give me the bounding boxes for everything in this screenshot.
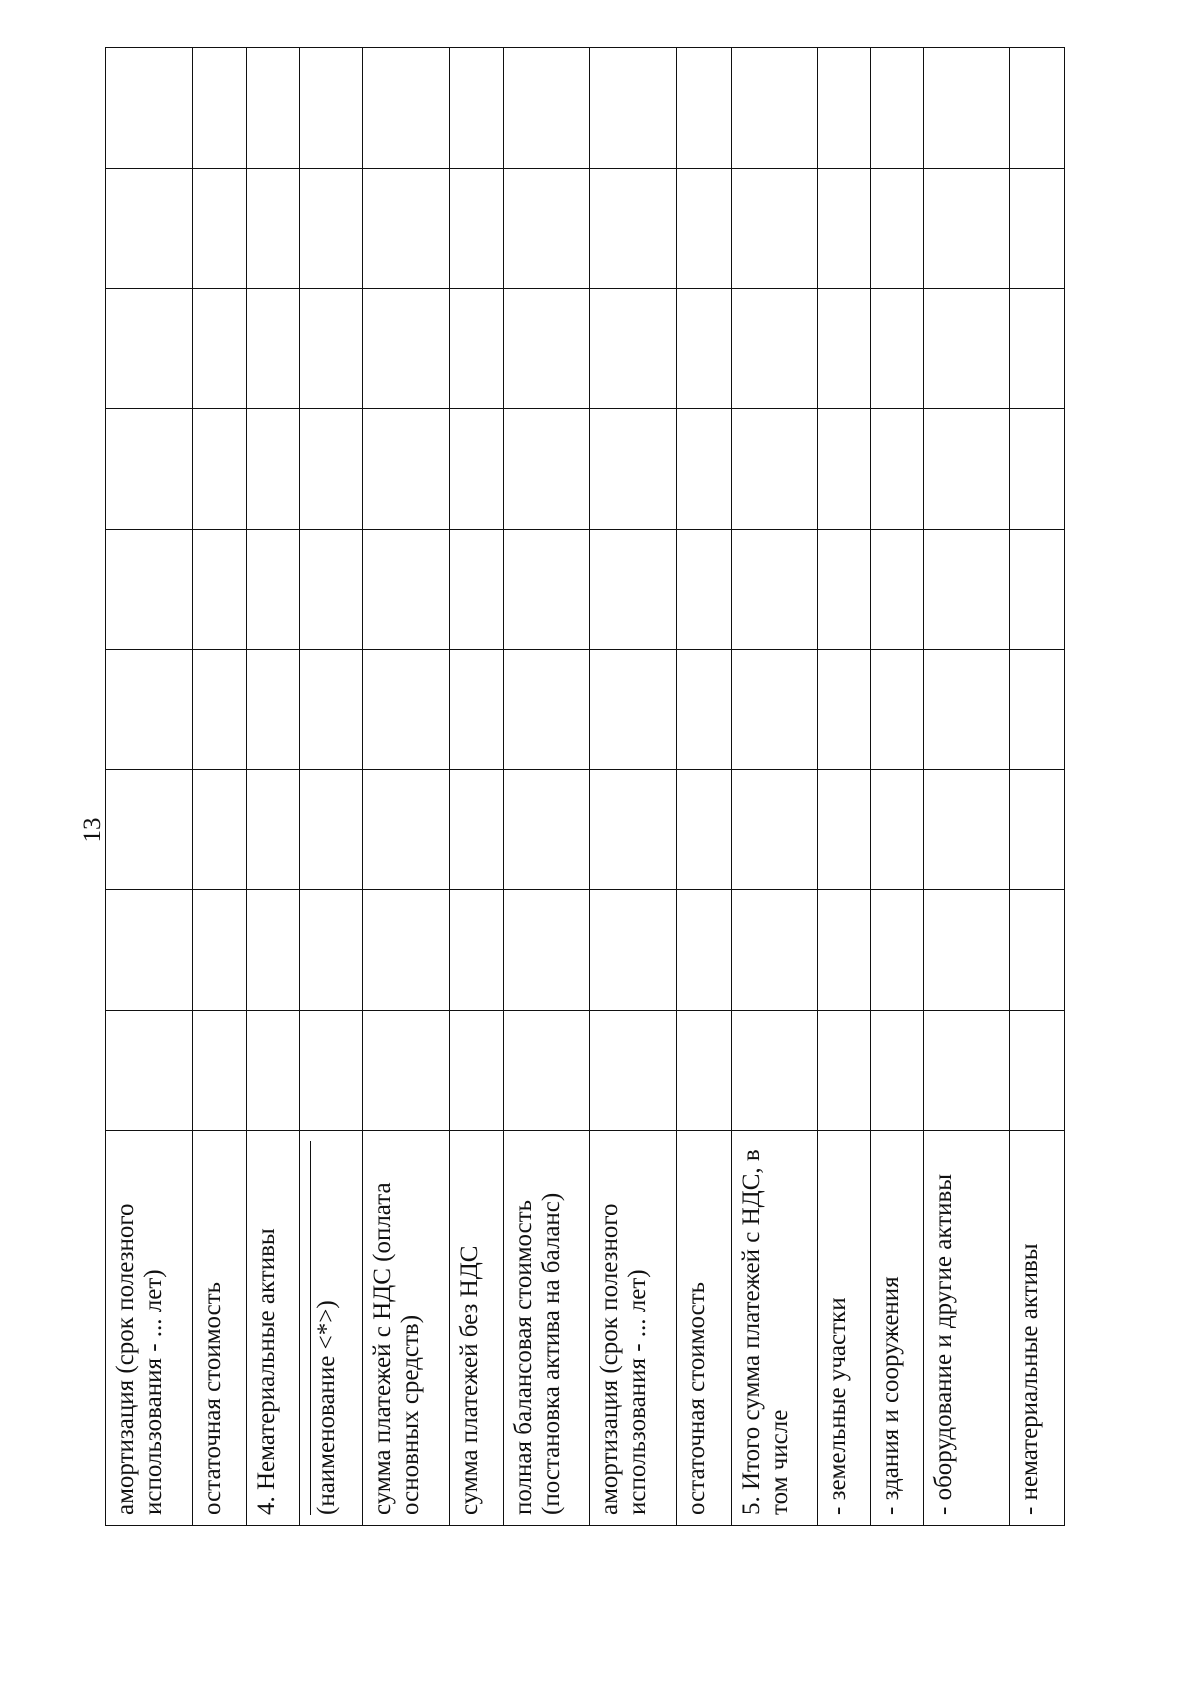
empty-value-cell[interactable]: [449, 770, 503, 890]
row-label: сумма платежей с НДС (оплата основных средств): [369, 1182, 425, 1515]
empty-value-cell[interactable]: [1010, 288, 1065, 408]
table-row: [676, 48, 731, 1526]
empty-value-cell[interactable]: [870, 890, 923, 1010]
table-row: [106, 48, 193, 1526]
empty-value-cell[interactable]: [923, 288, 1010, 408]
empty-value-cell[interactable]: [676, 890, 731, 1010]
empty-value-cell[interactable]: [676, 288, 731, 408]
row-label-cell: [192, 1131, 247, 1526]
empty-value-cell[interactable]: [106, 1010, 193, 1130]
empty-value-cell[interactable]: [870, 409, 923, 529]
empty-value-cell[interactable]: [1010, 48, 1065, 168]
row-label-cell: [1010, 1131, 1065, 1526]
empty-value-cell[interactable]: [818, 649, 871, 769]
empty-value-cell[interactable]: [590, 168, 677, 288]
empty-value-cell[interactable]: [363, 409, 450, 529]
empty-value-cell[interactable]: [590, 649, 677, 769]
table-row: [449, 48, 503, 1526]
empty-value-cell[interactable]: [300, 770, 363, 890]
empty-value-cell[interactable]: [247, 649, 300, 769]
empty-value-cell[interactable]: [590, 770, 677, 890]
empty-value-cell[interactable]: [449, 409, 503, 529]
empty-value-cell[interactable]: [676, 770, 731, 890]
empty-value-cell[interactable]: [247, 409, 300, 529]
empty-value-cell[interactable]: [676, 48, 731, 168]
table-row: [923, 48, 1010, 1526]
empty-value-cell[interactable]: [503, 649, 590, 769]
empty-value-cell[interactable]: [192, 529, 247, 649]
empty-value-cell[interactable]: [247, 1010, 300, 1130]
table-row: [590, 48, 677, 1526]
empty-value-cell[interactable]: [870, 1010, 923, 1130]
empty-value-cell[interactable]: [870, 770, 923, 890]
empty-value-cell[interactable]: [106, 770, 193, 890]
table-row: [1010, 48, 1065, 1526]
empty-value-cell[interactable]: [192, 48, 247, 168]
form-table: [105, 47, 1065, 1526]
empty-value-cell[interactable]: [923, 770, 1010, 890]
empty-value-cell[interactable]: [818, 409, 871, 529]
empty-value-cell[interactable]: [923, 409, 1010, 529]
empty-value-cell[interactable]: [247, 529, 300, 649]
empty-value-cell[interactable]: [363, 890, 450, 1010]
empty-value-cell[interactable]: [192, 288, 247, 408]
empty-value-cell[interactable]: [106, 48, 193, 168]
row-label: - нематериальные активы: [1016, 1243, 1044, 1515]
empty-value-cell[interactable]: [300, 288, 363, 408]
empty-value-cell[interactable]: [363, 770, 450, 890]
empty-value-cell[interactable]: [590, 1010, 677, 1130]
empty-value-cell[interactable]: [676, 168, 731, 288]
table-row: [363, 48, 450, 1526]
empty-value-cell[interactable]: [923, 649, 1010, 769]
empty-value-cell[interactable]: [590, 288, 677, 408]
empty-value-cell[interactable]: [192, 1010, 247, 1130]
empty-value-cell[interactable]: [300, 1010, 363, 1130]
empty-value-cell[interactable]: [503, 168, 590, 288]
empty-value-cell[interactable]: [731, 48, 818, 168]
empty-value-cell[interactable]: [1010, 1010, 1065, 1130]
empty-value-cell[interactable]: [449, 890, 503, 1010]
empty-value-cell[interactable]: [503, 288, 590, 408]
empty-value-cell[interactable]: [106, 288, 193, 408]
empty-value-cell[interactable]: [818, 48, 871, 168]
table-row: [870, 48, 923, 1526]
empty-value-cell[interactable]: [300, 529, 363, 649]
empty-value-cell[interactable]: [818, 168, 871, 288]
table-row: [731, 48, 818, 1526]
row-label: 4. Нематериальные активы: [253, 1228, 281, 1515]
empty-value-cell[interactable]: [731, 409, 818, 529]
empty-value-cell[interactable]: [1010, 168, 1065, 288]
empty-value-cell[interactable]: [731, 168, 818, 288]
empty-value-cell[interactable]: [590, 48, 677, 168]
empty-value-cell[interactable]: [731, 1010, 818, 1130]
empty-value-cell[interactable]: [106, 890, 193, 1010]
empty-value-cell[interactable]: [870, 48, 923, 168]
empty-value-cell[interactable]: [676, 1010, 731, 1130]
empty-value-cell[interactable]: [923, 529, 1010, 649]
row-label-cell: [676, 1131, 731, 1526]
empty-value-cell[interactable]: [1010, 770, 1065, 890]
empty-value-cell[interactable]: [1010, 409, 1065, 529]
empty-value-cell[interactable]: [923, 48, 1010, 168]
row-label: полная балансовая стоимость (постановка актива на баланс): [509, 1192, 565, 1515]
empty-value-cell[interactable]: [676, 649, 731, 769]
empty-value-cell[interactable]: [300, 649, 363, 769]
row-label-cell: [247, 1131, 300, 1526]
empty-value-cell[interactable]: [247, 168, 300, 288]
row-label: - оборудование и другие активы: [929, 1173, 957, 1515]
empty-value-cell[interactable]: [503, 770, 590, 890]
empty-value-cell[interactable]: [106, 649, 193, 769]
empty-value-cell[interactable]: [503, 409, 590, 529]
empty-value-cell[interactable]: [818, 529, 871, 649]
empty-value-cell[interactable]: [503, 890, 590, 1010]
table-row: [818, 48, 871, 1526]
empty-value-cell[interactable]: [676, 409, 731, 529]
row-label-cell: [818, 1131, 871, 1526]
empty-value-cell[interactable]: [449, 288, 503, 408]
empty-value-cell[interactable]: [192, 168, 247, 288]
empty-value-cell[interactable]: [449, 529, 503, 649]
empty-value-cell[interactable]: [1010, 529, 1065, 649]
empty-value-cell[interactable]: [363, 168, 450, 288]
row-label: амортизация (срок полезного использования - ... лет): [596, 1203, 652, 1515]
empty-value-cell[interactable]: [870, 529, 923, 649]
row-label-cell: [870, 1131, 923, 1526]
empty-value-cell[interactable]: [870, 168, 923, 288]
row-label: остаточная стоимость: [198, 1281, 226, 1515]
table-row: [192, 48, 247, 1526]
empty-value-cell[interactable]: [731, 529, 818, 649]
empty-value-cell[interactable]: [870, 288, 923, 408]
empty-value-cell[interactable]: [590, 409, 677, 529]
empty-value-cell[interactable]: [192, 649, 247, 769]
empty-value-cell[interactable]: [1010, 890, 1065, 1010]
empty-value-cell[interactable]: [590, 890, 677, 1010]
empty-value-cell[interactable]: [818, 770, 871, 890]
empty-value-cell[interactable]: [923, 1010, 1010, 1130]
row-label: 5. Итого сумма платежей с НДС, в том числе: [737, 1149, 793, 1515]
row-label: (наименование <*>): [310, 1141, 341, 1515]
empty-value-cell[interactable]: [106, 529, 193, 649]
row-label-cell: [503, 1131, 590, 1526]
empty-value-cell[interactable]: [503, 48, 590, 168]
row-label: - здания и сооружения: [876, 1276, 904, 1515]
empty-value-cell[interactable]: [363, 288, 450, 408]
row-label-cell: [106, 1131, 193, 1526]
rotated-table-frame: [105, 48, 1065, 1526]
empty-value-cell[interactable]: [818, 890, 871, 1010]
empty-value-cell[interactable]: [449, 649, 503, 769]
empty-value-cell[interactable]: [1010, 649, 1065, 769]
empty-value-cell[interactable]: [818, 288, 871, 408]
row-label: - земельные участки: [824, 1297, 852, 1515]
row-label-cell: [300, 1131, 363, 1526]
empty-value-cell[interactable]: [247, 890, 300, 1010]
empty-value-cell[interactable]: [818, 1010, 871, 1130]
empty-value-cell[interactable]: [449, 1010, 503, 1130]
empty-value-cell[interactable]: [363, 48, 450, 168]
page-number: 13: [79, 817, 106, 843]
empty-value-cell[interactable]: [449, 48, 503, 168]
empty-value-cell[interactable]: [590, 529, 677, 649]
row-label-cell: [363, 1131, 450, 1526]
empty-value-cell[interactable]: [106, 409, 193, 529]
row-label: сумма платежей без НДС: [455, 1245, 483, 1515]
empty-value-cell[interactable]: [300, 409, 363, 529]
empty-value-cell[interactable]: [363, 649, 450, 769]
empty-value-cell[interactable]: [731, 288, 818, 408]
empty-value-cell[interactable]: [731, 770, 818, 890]
empty-value-cell[interactable]: [192, 890, 247, 1010]
row-label: остаточная стоимость: [682, 1281, 710, 1515]
empty-value-cell[interactable]: [731, 890, 818, 1010]
empty-value-cell[interactable]: [300, 48, 363, 168]
row-label-cell: [590, 1131, 677, 1526]
row-label-cell: [449, 1131, 503, 1526]
empty-value-cell[interactable]: [300, 168, 363, 288]
empty-value-cell[interactable]: [363, 529, 450, 649]
table-row: [247, 48, 300, 1526]
empty-value-cell[interactable]: [106, 168, 193, 288]
empty-value-cell[interactable]: [870, 649, 923, 769]
table-row: [300, 48, 363, 1526]
empty-value-cell[interactable]: [247, 770, 300, 890]
empty-value-cell[interactable]: [676, 529, 731, 649]
empty-value-cell[interactable]: [503, 529, 590, 649]
row-label: амортизация (срок полезного использования - ... лет): [112, 1203, 167, 1515]
table-row: [503, 48, 590, 1526]
empty-value-cell[interactable]: [192, 409, 247, 529]
empty-value-cell[interactable]: [449, 168, 503, 288]
empty-value-cell[interactable]: [923, 890, 1010, 1010]
empty-value-cell[interactable]: [192, 770, 247, 890]
row-label-cell: [923, 1131, 1010, 1526]
empty-value-cell[interactable]: [923, 168, 1010, 288]
row-label-cell: [731, 1131, 818, 1526]
empty-value-cell[interactable]: [503, 1010, 590, 1130]
empty-value-cell[interactable]: [247, 48, 300, 168]
empty-value-cell[interactable]: [300, 890, 363, 1010]
empty-value-cell[interactable]: [363, 1010, 450, 1130]
empty-value-cell[interactable]: [247, 288, 300, 408]
empty-value-cell[interactable]: [731, 649, 818, 769]
